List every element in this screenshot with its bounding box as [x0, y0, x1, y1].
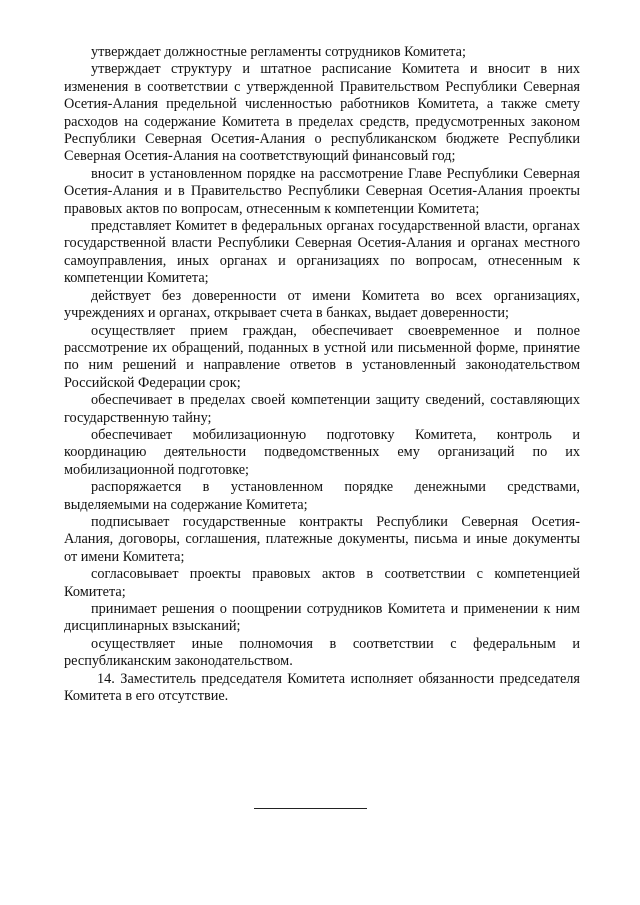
paragraph: подписывает государственные контракты Республики Северная Осетия-Алания, договоры, соглашения, платежные документы, письма и иные документы от имени Комитета; [64, 513, 580, 565]
paragraph: согласовывает проекты правовых актов в соответствии с компетенцией Комитета; [64, 566, 580, 600]
paragraph: распоряжается в установленном порядке денежными средствами, выделяемыми на содержание Комитета; [64, 479, 580, 513]
paragraph: действует без доверенности от имени Комитета во всех организациях, учреждениях и органах, открывает счета в банках, выдает доверенности; [64, 287, 580, 322]
paragraph: осуществляет иные полномочия в соответствии с федеральным и республиканским законодательством. [64, 635, 580, 670]
paragraph: вносит в установленном порядке на рассмотрение Главе Республики Северная Осетия-Алания и в Правительство Республики Северная Осетия-Алания проекты правовых актов по вопросам, отнесенным к компетенции Комитета; [64, 165, 580, 217]
end-of-document-line [254, 808, 367, 809]
paragraph: утверждает структуру и штатное расписание Комитета и вносит в них изменения в соответствии с утвержденной Правительством Республики Северная Осетия-Алания предельной численностью работников Комитета, а также смету расходов на содержание Комитета в пределах средств, предусмотренных законом Республики Северная Осетия-Алания о республиканском бюджете Республики Северная Осетия-Алания на соответствующий финансовый год; [64, 61, 580, 165]
closing-paragraph: 14. Заместитель председателя Комитета исполняет обязанности председателя Комитета в его отсутствие. [64, 670, 580, 705]
paragraph: осуществляет прием граждан, обеспечивает своевременное и полное рассмотрение их обращений, поданных в устной или письменной форме, принятие по ним решений и направление ответов в установленный законодательством Российской Федерации срок; [64, 322, 580, 391]
paragraph: утверждает должностные регламенты сотрудников Комитета; [91, 44, 466, 60]
paragraph: обеспечивает мобилизационную подготовку Комитета, контроль и координацию деятельности подведомственных ему организаций по их мобилизационной подготовке; [64, 426, 580, 478]
paragraph: принимает решения о поощрении сотрудников Комитета и применении к ним дисциплинарных взысканий; [64, 601, 580, 635]
paragraph: представляет Комитет в федеральных органах государственной власти, органах государственной власти Республики Северная Осетия-Алания и органах местного самоуправления, иных органах и организациях по вопросам, отнесенным к компетенции Комитета; [64, 218, 580, 287]
document-body [64, 44, 580, 705]
paragraph: обеспечивает в пределах своей компетенции защиту сведений, составляющих государственную тайну; [64, 392, 580, 426]
